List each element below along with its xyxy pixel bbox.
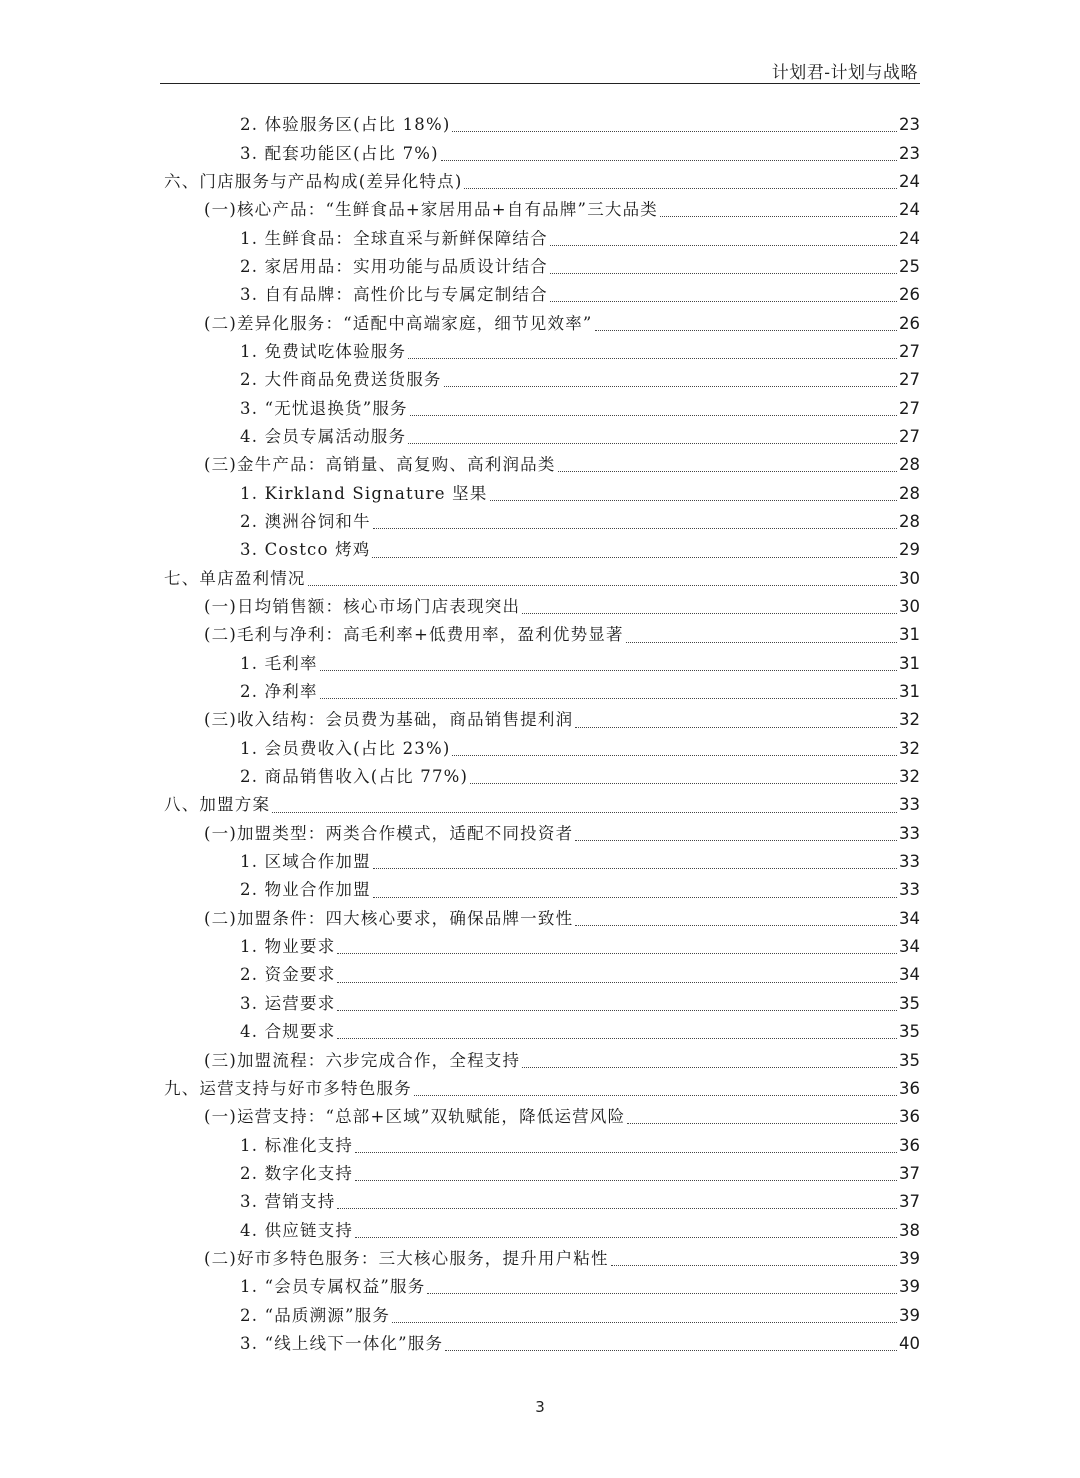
toc-entry-title: (三)收入结构：会员费为基础，商品销售提利润 <box>204 710 574 730</box>
toc-entry-page-number: 24 <box>899 200 920 220</box>
toc-entry-page-number: 29 <box>899 540 920 560</box>
toc-entry-page-number: 35 <box>899 1050 920 1070</box>
toc-entry[interactable] <box>160 1245 920 1273</box>
toc-entry-page-number: 24 <box>899 228 920 248</box>
toc-entry-page-number: 30 <box>899 568 920 588</box>
toc-entry-page-number: 27 <box>899 426 920 446</box>
dot-leader <box>444 385 897 387</box>
dot-leader <box>337 1207 897 1209</box>
dot-leader <box>452 754 897 756</box>
toc-entry-title: 3. “无忧退换货”服务 <box>240 398 408 418</box>
toc-entry-title: 1. 标准化支持 <box>240 1135 354 1155</box>
page-number: 3 <box>535 1398 545 1416</box>
dot-leader <box>550 272 897 274</box>
toc-entry-page-number: 28 <box>899 483 920 503</box>
toc-entry[interactable] <box>160 196 920 224</box>
dot-leader <box>550 244 897 246</box>
dot-leader <box>575 924 897 926</box>
toc-entry-page-number: 28 <box>899 511 920 531</box>
dot-leader <box>410 414 897 416</box>
toc-entry-title: 七、单店盈利情况 <box>164 568 306 588</box>
toc-entry-page-number: 31 <box>899 682 920 702</box>
dot-leader <box>308 584 897 586</box>
dot-leader <box>392 1321 897 1323</box>
toc-entry[interactable] <box>160 1216 920 1244</box>
dot-leader <box>522 612 897 614</box>
toc-entry-title: 2. 资金要求 <box>240 965 336 985</box>
toc-entry-page-number: 33 <box>899 852 920 872</box>
toc-entry[interactable] <box>160 820 920 848</box>
toc-entry-page-number: 40 <box>899 1333 920 1353</box>
toc-entry-page-number: 39 <box>899 1248 920 1268</box>
toc-entry-page-number: 38 <box>899 1220 920 1240</box>
dot-leader <box>372 556 897 558</box>
toc-entry-title: 3. 配套功能区(占比 7%) <box>240 143 439 163</box>
dot-leader <box>627 1122 897 1124</box>
dot-leader <box>611 1264 897 1266</box>
toc-entry-title: 1. 免费试吃体验服务 <box>240 341 407 361</box>
toc-entry-title: (一)日均销售额：核心市场门店表现突出 <box>204 597 521 617</box>
toc-entry[interactable] <box>160 366 920 394</box>
toc-entry-page-number: 31 <box>899 625 920 645</box>
dot-leader <box>355 1151 897 1153</box>
dot-leader <box>575 726 897 728</box>
toc-entry[interactable] <box>160 479 920 507</box>
toc-entry-title: (二)毛利与净利：高毛利率+低费用率，盈利优势显著 <box>204 625 624 645</box>
toc-entry-page-number: 33 <box>899 795 920 815</box>
toc-entry-title: 3. 自有品牌：高性价比与专属定制结合 <box>240 285 548 305</box>
toc-entry[interactable] <box>160 1103 920 1131</box>
dot-leader <box>427 1292 897 1294</box>
toc-entry[interactable] <box>160 1131 920 1159</box>
toc-entry[interactable] <box>160 905 920 933</box>
dot-leader <box>373 867 897 869</box>
toc-entry[interactable] <box>160 565 920 593</box>
toc-entry[interactable] <box>160 281 920 309</box>
toc-entry-page-number: 26 <box>899 313 920 333</box>
toc-entry-page-number: 27 <box>899 370 920 390</box>
toc-entry-page-number: 27 <box>899 398 920 418</box>
toc-entry-title: (二)好市多特色服务：三大核心服务，提升用户粘性 <box>204 1248 609 1268</box>
dot-leader <box>660 215 897 217</box>
toc-entry[interactable] <box>160 1330 920 1358</box>
header-title: 计划君-计划与战略 <box>771 63 918 83</box>
toc-entry[interactable] <box>160 224 920 252</box>
dot-leader <box>373 896 897 898</box>
dot-leader <box>408 357 897 359</box>
dot-leader <box>408 442 897 444</box>
toc-entry[interactable] <box>160 536 920 564</box>
toc-entry-page-number: 34 <box>899 908 920 928</box>
toc-entry-title: 1. 区域合作加盟 <box>240 852 371 872</box>
toc-entry-title: 2. 体验服务区(占比 18%) <box>240 115 451 135</box>
dot-leader <box>272 811 897 813</box>
toc-entry[interactable] <box>160 678 920 706</box>
toc-entry-page-number: 36 <box>899 1078 920 1098</box>
toc-entry-title: 2. 净利率 <box>240 682 318 702</box>
dot-leader <box>626 641 897 643</box>
dot-leader <box>441 159 897 161</box>
dot-leader <box>355 1179 897 1181</box>
toc-entry-title: (一)运营支持：“总部+区域”双轨赋能，降低运营风险 <box>204 1107 626 1127</box>
toc-entry-page-number: 39 <box>899 1277 920 1297</box>
toc-entry[interactable] <box>160 1273 920 1301</box>
toc-entry-title: 1. 毛利率 <box>240 653 318 673</box>
toc-entry-title: 1. 会员费收入(占比 23%) <box>240 738 451 758</box>
toc-entry-title: 六、门店服务与产品构成(差异化特点) <box>164 171 463 191</box>
toc-entry[interactable] <box>160 961 920 989</box>
dot-leader <box>464 187 897 189</box>
toc-entry[interactable] <box>160 451 920 479</box>
toc-entry[interactable] <box>160 111 920 139</box>
toc-entry-title: (三)金牛产品：高销量、高复购、高利润品类 <box>204 455 556 475</box>
toc-entry[interactable] <box>160 253 920 281</box>
toc-entry-page-number: 31 <box>899 653 920 673</box>
dot-leader <box>595 329 897 331</box>
dot-leader <box>337 1037 897 1039</box>
toc-entry[interactable] <box>160 423 920 451</box>
toc-entry[interactable] <box>160 706 920 734</box>
toc-entry-page-number: 32 <box>899 767 920 787</box>
toc-entry[interactable] <box>160 139 920 167</box>
toc-entry-title: (一)加盟类型：两类合作模式，适配不同投资者 <box>204 823 574 843</box>
toc-entry[interactable] <box>160 1160 920 1188</box>
toc-entry-page-number: 23 <box>899 143 920 163</box>
toc-entry-page-number: 37 <box>899 1163 920 1183</box>
toc-entry[interactable] <box>160 990 920 1018</box>
dot-leader <box>355 1236 897 1238</box>
toc-entry-title: (二)差异化服务：“适配中高端家庭，细节见效率” <box>204 313 593 333</box>
dot-leader <box>337 1009 897 1011</box>
toc-entry[interactable] <box>160 848 920 876</box>
toc-entry-page-number: 32 <box>899 710 920 730</box>
dot-leader <box>320 669 897 671</box>
toc-entry[interactable] <box>160 309 920 337</box>
toc-entry[interactable] <box>160 791 920 819</box>
toc-entry[interactable] <box>160 168 920 196</box>
dot-leader <box>490 499 897 501</box>
toc-entry[interactable] <box>160 876 920 904</box>
toc-entry[interactable] <box>160 1046 920 1074</box>
toc-entry-page-number: 37 <box>899 1192 920 1212</box>
toc-entry[interactable] <box>160 1075 920 1103</box>
toc-entry-title: 4. 合规要求 <box>240 1022 336 1042</box>
toc-entry[interactable] <box>160 650 920 678</box>
toc-entry-page-number: 35 <box>899 993 920 1013</box>
toc-entry-title: 3. 营销支持 <box>240 1192 336 1212</box>
toc-entry-page-number: 36 <box>899 1135 920 1155</box>
toc-entry-page-number: 27 <box>899 341 920 361</box>
toc-entry-title: 1. “会员专属权益”服务 <box>240 1277 426 1297</box>
toc-entry[interactable] <box>160 593 920 621</box>
toc-entry-page-number: 26 <box>899 285 920 305</box>
toc-entry-title: 2. “品质溯源”服务 <box>240 1305 391 1325</box>
toc-entry-title: (三)加盟流程：六步完成合作，全程支持 <box>204 1050 521 1070</box>
dot-leader <box>373 527 897 529</box>
toc-entry-title: 九、运营支持与好市多特色服务 <box>164 1078 412 1098</box>
page-header <box>160 56 920 84</box>
toc-entry-title: (一)核心产品：“生鲜食品+家居用品+自有品牌”三大品类 <box>204 200 658 220</box>
toc-entry-page-number: 36 <box>899 1107 920 1127</box>
toc-entry-title: 3. Costco 烤鸡 <box>240 540 371 560</box>
toc-entry-title: 八、加盟方案 <box>164 795 271 815</box>
toc-entry-page-number: 24 <box>899 171 920 191</box>
toc-entry-title: 3. “线上线下一体化”服务 <box>240 1333 444 1353</box>
toc-entry-title: 1. 物业要求 <box>240 937 336 957</box>
toc-entry-title: 1. Kirkland Signature 坚果 <box>240 483 488 503</box>
toc-entry[interactable] <box>160 508 920 536</box>
dot-leader <box>550 300 897 302</box>
toc-entry-title: 2. 澳洲谷饲和牛 <box>240 511 371 531</box>
toc-entry[interactable] <box>160 735 920 763</box>
toc-entry[interactable] <box>160 1188 920 1216</box>
toc-entry-page-number: 32 <box>899 738 920 758</box>
toc-entry-title: (二)加盟条件：四大核心要求，确保品牌一致性 <box>204 908 574 928</box>
toc-entry[interactable] <box>160 1018 920 1046</box>
toc-entry-title: 3. 运营要求 <box>240 993 336 1013</box>
dot-leader <box>452 130 897 132</box>
dot-leader <box>575 839 897 841</box>
toc-entry[interactable] <box>160 621 920 649</box>
toc-entry-page-number: 35 <box>899 1022 920 1042</box>
toc-entry-page-number: 33 <box>899 823 920 843</box>
toc-entry-page-number: 39 <box>899 1305 920 1325</box>
toc-entry[interactable] <box>160 1301 920 1329</box>
toc-entry-title: 1. 生鲜食品：全球直采与新鲜保障结合 <box>240 228 548 248</box>
dot-leader <box>445 1349 897 1351</box>
toc-entry-title: 2. 物业合作加盟 <box>240 880 371 900</box>
toc-entry[interactable] <box>160 763 920 791</box>
toc-entry-title: 2. 大件商品免费送货服务 <box>240 370 442 390</box>
toc-entry-page-number: 30 <box>899 597 920 617</box>
toc-entry-page-number: 34 <box>899 965 920 985</box>
dot-leader <box>320 697 897 699</box>
toc-entry-title: 4. 供应链支持 <box>240 1220 354 1240</box>
dot-leader <box>337 952 897 954</box>
toc-entry-title: 2. 家居用品：实用功能与品质设计结合 <box>240 256 548 276</box>
toc-entry[interactable] <box>160 394 920 422</box>
toc-entry[interactable] <box>160 338 920 366</box>
toc-entry-title: 2. 数字化支持 <box>240 1163 354 1183</box>
dot-leader <box>470 782 897 784</box>
toc-entry-page-number: 34 <box>899 937 920 957</box>
dot-leader <box>337 981 897 983</box>
toc-entry-title: 2. 商品销售收入(占比 77%) <box>240 767 469 787</box>
toc-entry-title: 4. 会员专属活动服务 <box>240 426 407 446</box>
toc-entry-page-number: 33 <box>899 880 920 900</box>
toc-entry[interactable] <box>160 933 920 961</box>
dot-leader <box>414 1094 897 1096</box>
table-of-contents <box>160 111 920 1358</box>
toc-entry-page-number: 23 <box>899 115 920 135</box>
dot-leader <box>522 1066 897 1068</box>
toc-entry-page-number: 25 <box>899 256 920 276</box>
toc-entry-page-number: 28 <box>899 455 920 475</box>
dot-leader <box>558 470 897 472</box>
